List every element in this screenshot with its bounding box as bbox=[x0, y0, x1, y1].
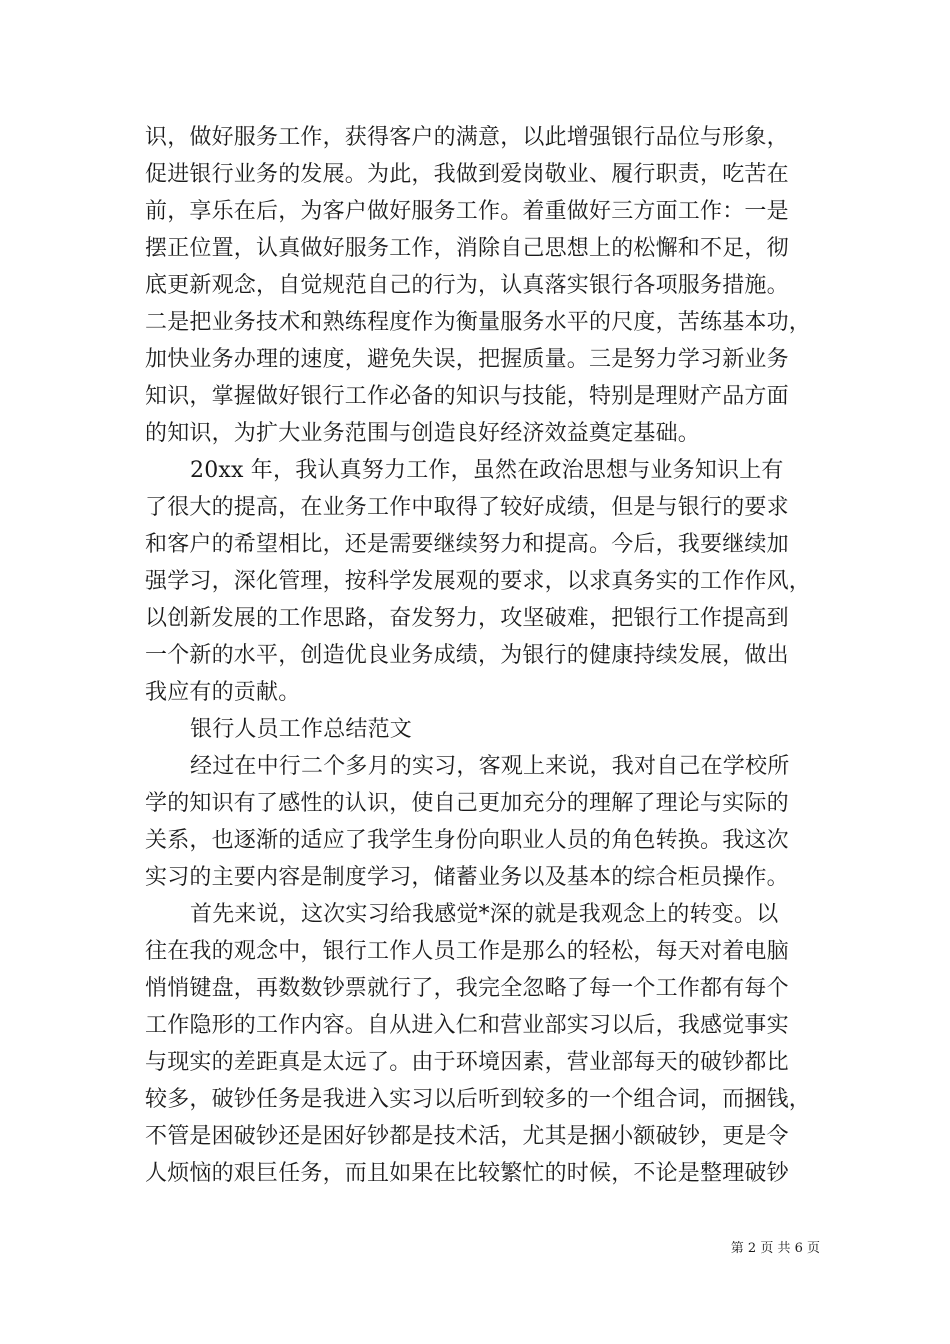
text-line: 前，享乐在后，为客户做好服务工作。着重做好三方面工作：一是 bbox=[145, 199, 789, 224]
paragraph-start-line: 首先来说，这次实习给我感觉*深的就是我观念上的转变。以 bbox=[190, 902, 779, 927]
text-line: 知识，掌握做好银行工作必备的知识与技能，特别是理财产品方面 bbox=[145, 384, 789, 409]
text-line: 不管是困破钞还是困好钞都是技术活，尤其是捆小额破钞，更是令 bbox=[145, 1124, 789, 1149]
text-line: 一个新的水平，创造优良业务成绩，为银行的健康持续发展，做出 bbox=[145, 643, 789, 668]
text-line: 我应有的贡献。 bbox=[145, 680, 301, 705]
text-line: 摆正位置，认真做好服务工作，消除自己思想上的松懈和不足，彻 bbox=[145, 236, 789, 261]
page-number-footer: 第 2 页 共 6 页 bbox=[730, 1241, 820, 1256]
paragraph-start-line: 经过在中行二个多月的实习，客观上来说，我对自己在学校所 bbox=[190, 754, 790, 779]
text-line: 工作隐形的工作内容。自从进入仁和营业部实习以后，我感觉事实 bbox=[145, 1013, 789, 1038]
text-line: 加快业务办理的速度，避免失误，把握质量。三是努力学习新业务 bbox=[145, 347, 789, 372]
text-line: 识，做好服务工作，获得客户的满意，以此增强银行品位与形象， bbox=[145, 125, 789, 150]
text-line: 的知识，为扩大业务范围与创造良好经济效益奠定基础。 bbox=[145, 421, 701, 446]
text-line: 底更新观念，自觉规范自己的行为，认真落实银行各项服务措施。 bbox=[145, 273, 789, 298]
text-line: 二是把业务技术和熟练程度作为衡量服务水平的尺度，苦练基本功， bbox=[145, 310, 812, 335]
paragraph-start-line: 20xx 年，我认真努力工作，虽然在政治思想与业务知识上有 bbox=[190, 458, 784, 483]
text-line: 关系，也逐渐的适应了我学生身份向职业人员的角色转换。我这次 bbox=[145, 828, 789, 853]
text-line: 实习的主要内容是制度学习，储蓄业务以及基本的综合柜员操作。 bbox=[145, 865, 789, 890]
text-line: 强学习，深化管理，按科学发展观的要求，以求真务实的工作作风， bbox=[145, 569, 812, 594]
text-line: 和客户的希望相比，还是需要继续努力和提高。今后，我要继续加 bbox=[145, 532, 789, 557]
text-line: 悄悄键盘，再数数钞票就行了，我完全忽略了每一个工作都有每个 bbox=[145, 976, 789, 1001]
section-heading: 银行人员工作总结范文 bbox=[190, 717, 413, 742]
text-line: 往在我的观念中，银行工作人员工作是那么的轻松，每天对着电脑 bbox=[145, 939, 789, 964]
text-line: 较多，破钞任务是我进入实习以后听到较多的一个组合词，而捆钱， bbox=[145, 1087, 812, 1112]
text-line: 以创新发展的工作思路，奋发努力，攻坚破难，把银行工作提高到 bbox=[145, 606, 789, 631]
text-line: 了很大的提高，在业务工作中取得了较好成绩，但是与银行的要求 bbox=[145, 495, 789, 520]
text-line: 与现实的差距真是太远了。由于环境因素，营业部每天的破钞都比 bbox=[145, 1050, 789, 1075]
text-line: 人烦恼的艰巨任务，而且如果在比较繁忙的时候，不论是整理破钞 bbox=[145, 1161, 789, 1186]
text-line: 促进银行业务的发展。为此，我做到爱岗敬业、履行职责，吃苦在 bbox=[145, 162, 789, 187]
text-line: 学的知识有了感性的认识，使自己更加充分的理解了理论与实际的 bbox=[145, 791, 789, 816]
